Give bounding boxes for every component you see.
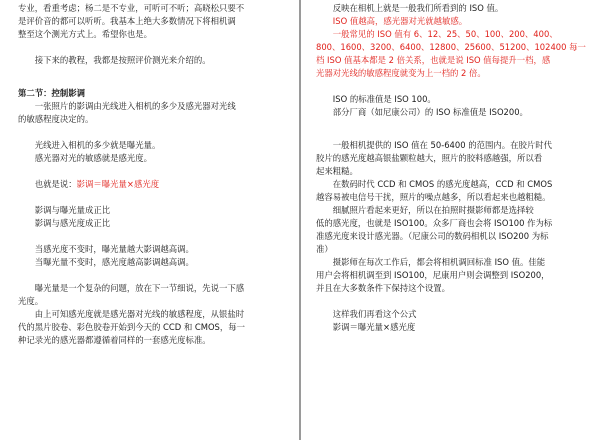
condition-line: 当曝光量不变时，感光度越高影调越高调。 bbox=[34, 257, 194, 267]
iso-common-line: 一般常见的 ISO 值有 6、12、25、50、100、200、400、 bbox=[332, 29, 558, 39]
pro-line: 细腻照片看起来更好，所以在拍照时摄影师都是选择较 bbox=[332, 205, 534, 215]
iso-high-line: ISO 值越高，感光器对光就越敏感。 bbox=[332, 16, 468, 26]
recap-title: 这样我们再看这个公式 bbox=[332, 309, 417, 319]
pro-line: 准感光度来设计感光器。（尼康公司的数码相机以 ISO200 为标 bbox=[316, 231, 549, 241]
iso-common-line: 档 ISO 值基本都是 2 倍关系，也就是说 ISO 值每提升一档，感 bbox=[316, 55, 551, 65]
pro-line: 准） bbox=[316, 244, 333, 254]
definition-line: 光线进入相机的多少就是曝光量。 bbox=[34, 140, 161, 150]
habit-line: 摄影师在每次工作后，都会将相机调回标准 ISO 值。佳能 bbox=[332, 257, 546, 267]
history-line: 种记录光的感光器都遵循着同样的一套感光度标准。 bbox=[18, 335, 211, 345]
condition-line: 当感光度不变时，曝光量越大影调越高调。 bbox=[34, 244, 194, 254]
history-line: 代的黑片胶卷、彩色胶卷开始到今天的 CCD 和 CMOS，每一 bbox=[18, 322, 245, 332]
recap-formula: 影调＝曝光量×感光度 bbox=[332, 322, 416, 332]
iso-standard-line: ISO 的标准值是 ISO 100。 bbox=[332, 94, 436, 104]
range-line: 一般相机提供的 ISO 值在 50-6400 的范围内。在胶片时代 bbox=[332, 140, 552, 150]
complex-line: 光度。 bbox=[18, 296, 44, 306]
next-line: 接下来的教程，我都是按照评价测光来介绍的。 bbox=[34, 55, 211, 65]
section-intro-line: 的敏感程度决定的。 bbox=[18, 114, 94, 124]
section-intro-line: 一张照片的影调由光线进入相机的多少及感光器对光线 bbox=[34, 101, 236, 111]
section-title: 第二节：控制影调 bbox=[18, 88, 85, 98]
iso-intro: 反映在相机上就是一般我们所看到的 ISO 值。 bbox=[332, 3, 504, 13]
proportion-line: 影调与曝光量成正比 bbox=[34, 205, 111, 215]
iso-common-line: 800、1600、3200、6400、12800、25600、51200、102400 每一 bbox=[316, 42, 586, 52]
range-line: 胶片的感光度越高银盐颗粒越大，照片的胶料感越强，所以看 bbox=[316, 153, 543, 163]
digital-line: 越容易被电信号干扰，照片的噪点越多，所以看起来也越粗糙。 bbox=[316, 192, 551, 202]
intro-line: 专业，看重考虑；杨二是不专业，可听可不听；高晓松只要不 bbox=[18, 3, 245, 13]
formula-prefix: 也就是说： bbox=[34, 179, 77, 189]
formula-line bbox=[18, 178, 284, 191]
history-line: 由上可知感光度就是感光器对光线的敏感程度，从银盐时 bbox=[34, 309, 245, 319]
digital-line: 在数码时代 CCD 和 CMOS 的感光度越高，CCD 和 CMOS bbox=[332, 179, 553, 189]
complex-line: 曝光量是一个复杂的问题，放在下一节细说，先说一下感 bbox=[34, 283, 245, 293]
intro-line: 是评价音的都可以听听。我基本上绝大多数情况下将相机调 bbox=[18, 16, 236, 26]
habit-line: 用户会将相机调至到 ISO100，尼康用户则会调整到 ISO200， bbox=[316, 270, 550, 280]
range-line: 起来粗糙。 bbox=[316, 166, 358, 176]
right-page bbox=[302, 0, 600, 440]
intro-line: 整至这个测光方式上。希望你也是。 bbox=[18, 29, 152, 39]
habit-line: 并且在大多数条件下保持这个设置。 bbox=[316, 283, 450, 293]
page-divider bbox=[299, 0, 301, 440]
definition-line: 感光器对光的敏感就是感光度。 bbox=[34, 153, 153, 163]
proportion-line: 影调与感光度成正比 bbox=[34, 218, 111, 228]
iso-common-line: 光器对光线的敏感程度就变为上一档的 2 倍。 bbox=[316, 68, 486, 78]
formula: 影调＝曝光量×感光度 bbox=[76, 179, 160, 189]
pro-line: 低的感光度，也就是 ISO100。众多厂商也会将 ISO100 作为标 bbox=[316, 218, 553, 228]
iso-nikon-line: 部分厂商（如尼康公司）的 ISO 标准值是 ISO200。 bbox=[332, 107, 528, 117]
